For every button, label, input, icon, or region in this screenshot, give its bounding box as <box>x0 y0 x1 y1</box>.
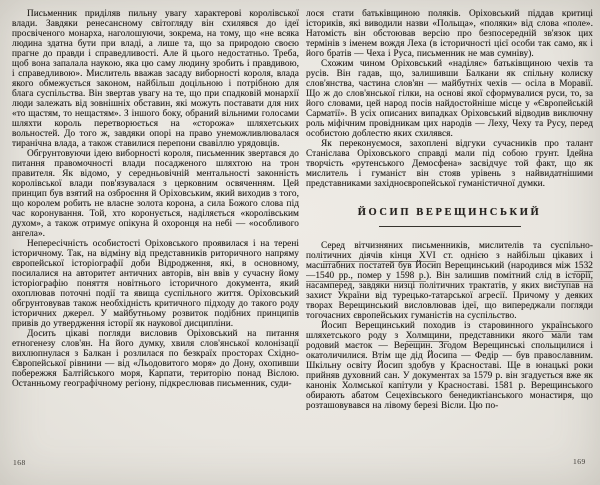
paragraph-royal-power: Письменник приділяв пильну увагу характерові королівської влади. Завдяки ренесансному світогляду він схилявся до ідеї просвіченого монарха, наголошуючи, зокрема, на тому, що «не всяка людина здатна бути при владі, а лише та, що за природою своєю прагне до правди і справедливості. Але й цього недостатньо. Треба, щоб вона запалала наукою, яка цю саму людину зробить і правдивою, і справедливою». Мислитель вважав засаду виборності короля, влада якого обмежується законом, найбільш доцільною і потрібною для блага суспільства. Він звертав увагу на те, що при спадковій монархії люди залежать від зовнішніх обставин, які можуть поставати для них «то щастям, то нещастям». З іншого боку, обраний вільними голосами шляхти король перетворюється на «сторожа» шляхетських вольностей. До того ж, завдяки опорі на право унеможливлювалася тиранічна влада, а також ставилися перепони свавіллю урядовців. <box>12 9 299 149</box>
pencil-underline-mark: тичних діячів кінця XVI <box>322 251 436 261</box>
pencil-underline-mark: україн <box>541 321 568 331</box>
pencil-underline-mark: в історії, <box>556 271 593 281</box>
paragraph-elective-king-legitimacy: Обгрунтовуючи ідею виборності короля, письменник звертався до питання правомочності влади посадженого шляхтою на трон правителя. Як відомо, у середньовічній ментальності законність королівської влади пов'язувалася з церковним освяченням. Цей принцип був взятий на озброєння й Оріховським, який виходив з того, що королем робить не власне золота корона, а сила Божого слова під час коронування. Той, хто коронується, наділяється «королівським духом», а також отримує опікуна й охоронця на небі — «особливого ангела». <box>12 149 299 239</box>
paragraph-vereshchynsky-intro: Серед вітчизняних письменників, мислителів та суспільно-політичних діячів кінця XVI ст. однією з найбільш цікавих і масштабних постатей був Йосип Верещинський (народився між 1532—1540 рр., помер у 1598 р.). Він залишив помітний слід в історії, насамперед, завдяки низці політичних трактатів, у яких виступав на захист України від турецько-татарської агресії. Причому у деяких творах Верещинський висловлював ідеї, що випереджали погляди тогочасних європейських гуманістів на суспільство. <box>306 241 593 321</box>
chapter-title: ЙОСИП ВЕРЕЩИНСЬКИЙ <box>357 207 542 218</box>
pencil-underline-mark: 1532—1540 рр., помер у 1598 р. <box>306 261 593 281</box>
paragraph-czechs-and-rus: Схожим чином Оріховський «наділяє» батьківщиною чехів та русів. Він гадав, що, залишивши Балкани як спільну колиску слов'янства, частина слов'ян — майбутніх чехів — осіла в Моравії. Що ж до слов'янської гілки, на основі якої сформувалися руси, то, за його словами, цей народ посів найдостойніше місце у «Європейській Сарматії». В усіх описаних випадках Оріховський відводив виключну роль міфічним провідникам цих народів — Леху, Чеху та Русу, перед особистою доблестю яких схилявся. <box>306 59 593 139</box>
page-number-right: 169 <box>573 457 586 466</box>
paragraph-slavic-ethnogenesis: Досить цікаві погляди висловив Оріховський на питання етногенезу слов'ян. На його думку, хвиля слов'янської колонізації вихлюпнулася з Балкан і розлилася по безкраїх просторах Східно-Європейської рівнини — від «Льодовитого моря» до Дону, охопивши побережжя Балтійського моря, Карпати, територію понад Віслою. Останньому географічному регіону, підкреслював письменник, суди- <box>12 329 299 389</box>
paragraph-poles-origin-continuation: лося стати батьківщиною поляків. Оріховський піддав критиці істориків, які виводили назви «Польща», «поляки» від слова «поле». Натомість він обстоював версію про безпосередній зв'язок цих термінів з іменем вождя Леха (в історичності цієї особи так само, як і його братів — Чеха і Руса, письменник не мав сумніву). <box>306 9 593 59</box>
pencil-underline-mark: Холмщини <box>405 331 450 341</box>
paragraph-orikhovsky-legacy: Як переконуємося, захоплені відгуки сучасників про талант Станіслава Оріховського справді мали під собою грунт. Ідейна творчість «рутенського Демосфена» засвідчує той факт, що як мислитель і гуманіст він стояв урівень з найвидатнішими представниками західноєвропейської гуманістичної думки. <box>306 139 593 189</box>
chapter-heading <box>306 189 593 227</box>
left-page <box>12 9 299 469</box>
heading-rule-line <box>379 226 521 227</box>
page-number-left: 168 <box>13 458 26 467</box>
paragraph-vereshchynsky-biography: Йосип Верещинський походив із старовинного українського шляхетського роду з Холмщини, представники якого мали там родовий маєток — Верещин. Згодом Верещинські спольщилися і окатоличилися. Втім ще дід Йосипа — Федір — був православним. Шкільну освіту Йосип здобув у Красноставі. Ще в юнацькі роки прийняв духовний сан. У документах за 1579 р. він згадується вже як канонік Холмської капітули у Красноставі. 1581 р. Верещинського обирають абатом Сецехівського бенедиктіанського монастиря, що розташовувався на лівому березі Вісли. Цю по- <box>306 321 593 411</box>
paragraph-historiography: Непересічність особистості Оріховського проявилася і на терені історичному. Так, на відміну від представників риторичного напряму європейської історіографії доби Відродження, які, в основному, посилалися на авторитет античних авторів, він ввів у сучасну йому історіографію поняття новітнього історичного документа, який охоплював поточні події та явища суспільного життя. Оріховський обгрунтовував також необхідність критичного підходу до такого роду історичних джерел. У майбутньому розвиток подібних принципів привів до утвердження історії як наукової дисципліни. <box>12 239 299 329</box>
right-page <box>306 9 593 469</box>
